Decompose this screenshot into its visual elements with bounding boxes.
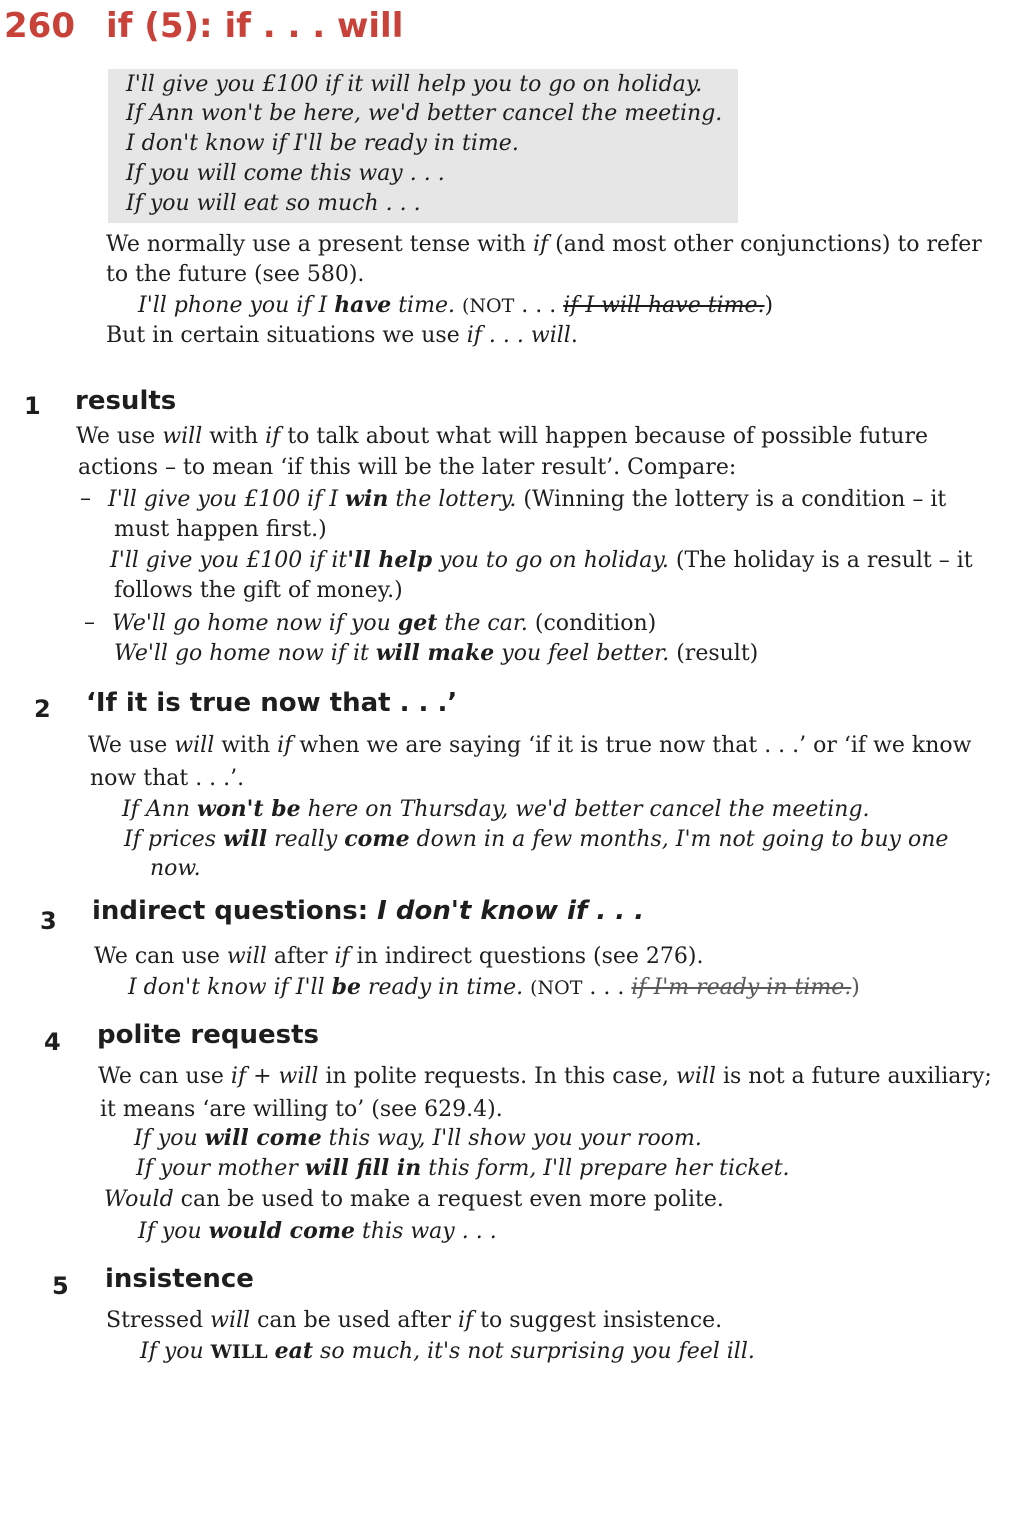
paragraph: We use will with if when we are saying ‘if it is true now that . . .’ or ‘if we know bbox=[88, 733, 972, 758]
example-sentence: If you will come this way, I'll show you your room. bbox=[134, 1125, 702, 1151]
subsection-heading: insistence bbox=[105, 1264, 254, 1294]
section-number: 260 bbox=[4, 6, 75, 46]
paragraph: now that . . .’. bbox=[90, 766, 245, 791]
summary-line: I'll give you £100 if it will help you to go on holiday. bbox=[126, 72, 703, 97]
example-sentence: If your mother will fill in this form, I'll prepare her ticket. bbox=[136, 1155, 790, 1181]
subsection-heading: polite requests bbox=[97, 1020, 320, 1050]
subsection-number: 1 bbox=[24, 392, 41, 420]
intro-paragraph: We normally use a present tense with if (and most other conjunctions) to refer bbox=[106, 232, 982, 257]
example-sentence: If you WILL eat so much, it's not surprising you feel ill. bbox=[140, 1338, 755, 1364]
example-sentence: now. bbox=[150, 856, 201, 881]
example-sentence: If you would come this way . . . bbox=[138, 1218, 497, 1244]
dash-marker: – bbox=[84, 610, 95, 635]
paragraph: Stressed will can be used after if to suggest insistence. bbox=[106, 1308, 723, 1333]
page-title: if (5): if . . . will bbox=[106, 6, 404, 46]
dash-marker: – bbox=[80, 486, 91, 511]
summary-line: If you will come this way . . . bbox=[126, 161, 445, 186]
example-sentence: I'll give you £100 if I win the lottery. (Winning the lottery is a condition – it bbox=[108, 486, 947, 512]
subsection-number: 5 bbox=[52, 1272, 69, 1300]
subsection-number: 3 bbox=[40, 907, 57, 935]
example-sentence: I'll phone you if I have time. (NOT . . . if I will have time.) bbox=[138, 292, 774, 318]
subsection-heading: indirect questions: I don't know if . . . bbox=[92, 896, 645, 926]
paragraph: Would can be used to make a request even more polite. bbox=[104, 1187, 724, 1212]
paragraph: We can use if + will in polite requests. In this case, will is not a future auxiliary; bbox=[98, 1064, 992, 1089]
paragraph: actions – to mean ‘if this will be the later result’. Compare: bbox=[78, 455, 737, 480]
example-note: follows the gift of money.) bbox=[114, 578, 403, 603]
intro-paragraph: But in certain situations we use if . . . will. bbox=[106, 323, 578, 348]
paragraph: We can use will after if in indirect questions (see 276). bbox=[94, 944, 704, 969]
summary-line: I don't know if I'll be ready in time. bbox=[126, 131, 519, 156]
example-sentence: We'll go home now if you get the car. (condition) bbox=[112, 610, 657, 636]
subsection-number: 2 bbox=[34, 695, 51, 723]
paragraph: it means ‘are willing to’ (see 629.4). bbox=[100, 1097, 503, 1122]
subsection-heading: results bbox=[75, 386, 177, 416]
example-sentence: We'll go home now if it will make you feel better. (result) bbox=[114, 640, 759, 666]
example-sentence: I'll give you £100 if it'll help you to go on holiday. (The holiday is a result – it bbox=[110, 547, 973, 573]
summary-line: If you will eat so much . . . bbox=[126, 191, 421, 216]
example-sentence: I don't know if I'll be ready in time. (NOT . . . if I'm ready in time.) bbox=[128, 974, 860, 1000]
subsection-number: 4 bbox=[44, 1028, 61, 1056]
example-sentence: If Ann won't be here on Thursday, we'd better cancel the meeting. bbox=[122, 796, 870, 822]
summary-line: If Ann won't be here, we'd better cancel the meeting. bbox=[126, 101, 723, 126]
example-sentence: If prices will really come down in a few months, I'm not going to buy one bbox=[124, 826, 949, 852]
example-note: must happen first.) bbox=[114, 517, 327, 542]
intro-paragraph: to the future (see 580). bbox=[106, 262, 365, 287]
subsection-heading: ‘If it is true now that . . .’ bbox=[86, 688, 458, 718]
paragraph: We use will with if to talk about what will happen because of possible future bbox=[76, 424, 929, 449]
